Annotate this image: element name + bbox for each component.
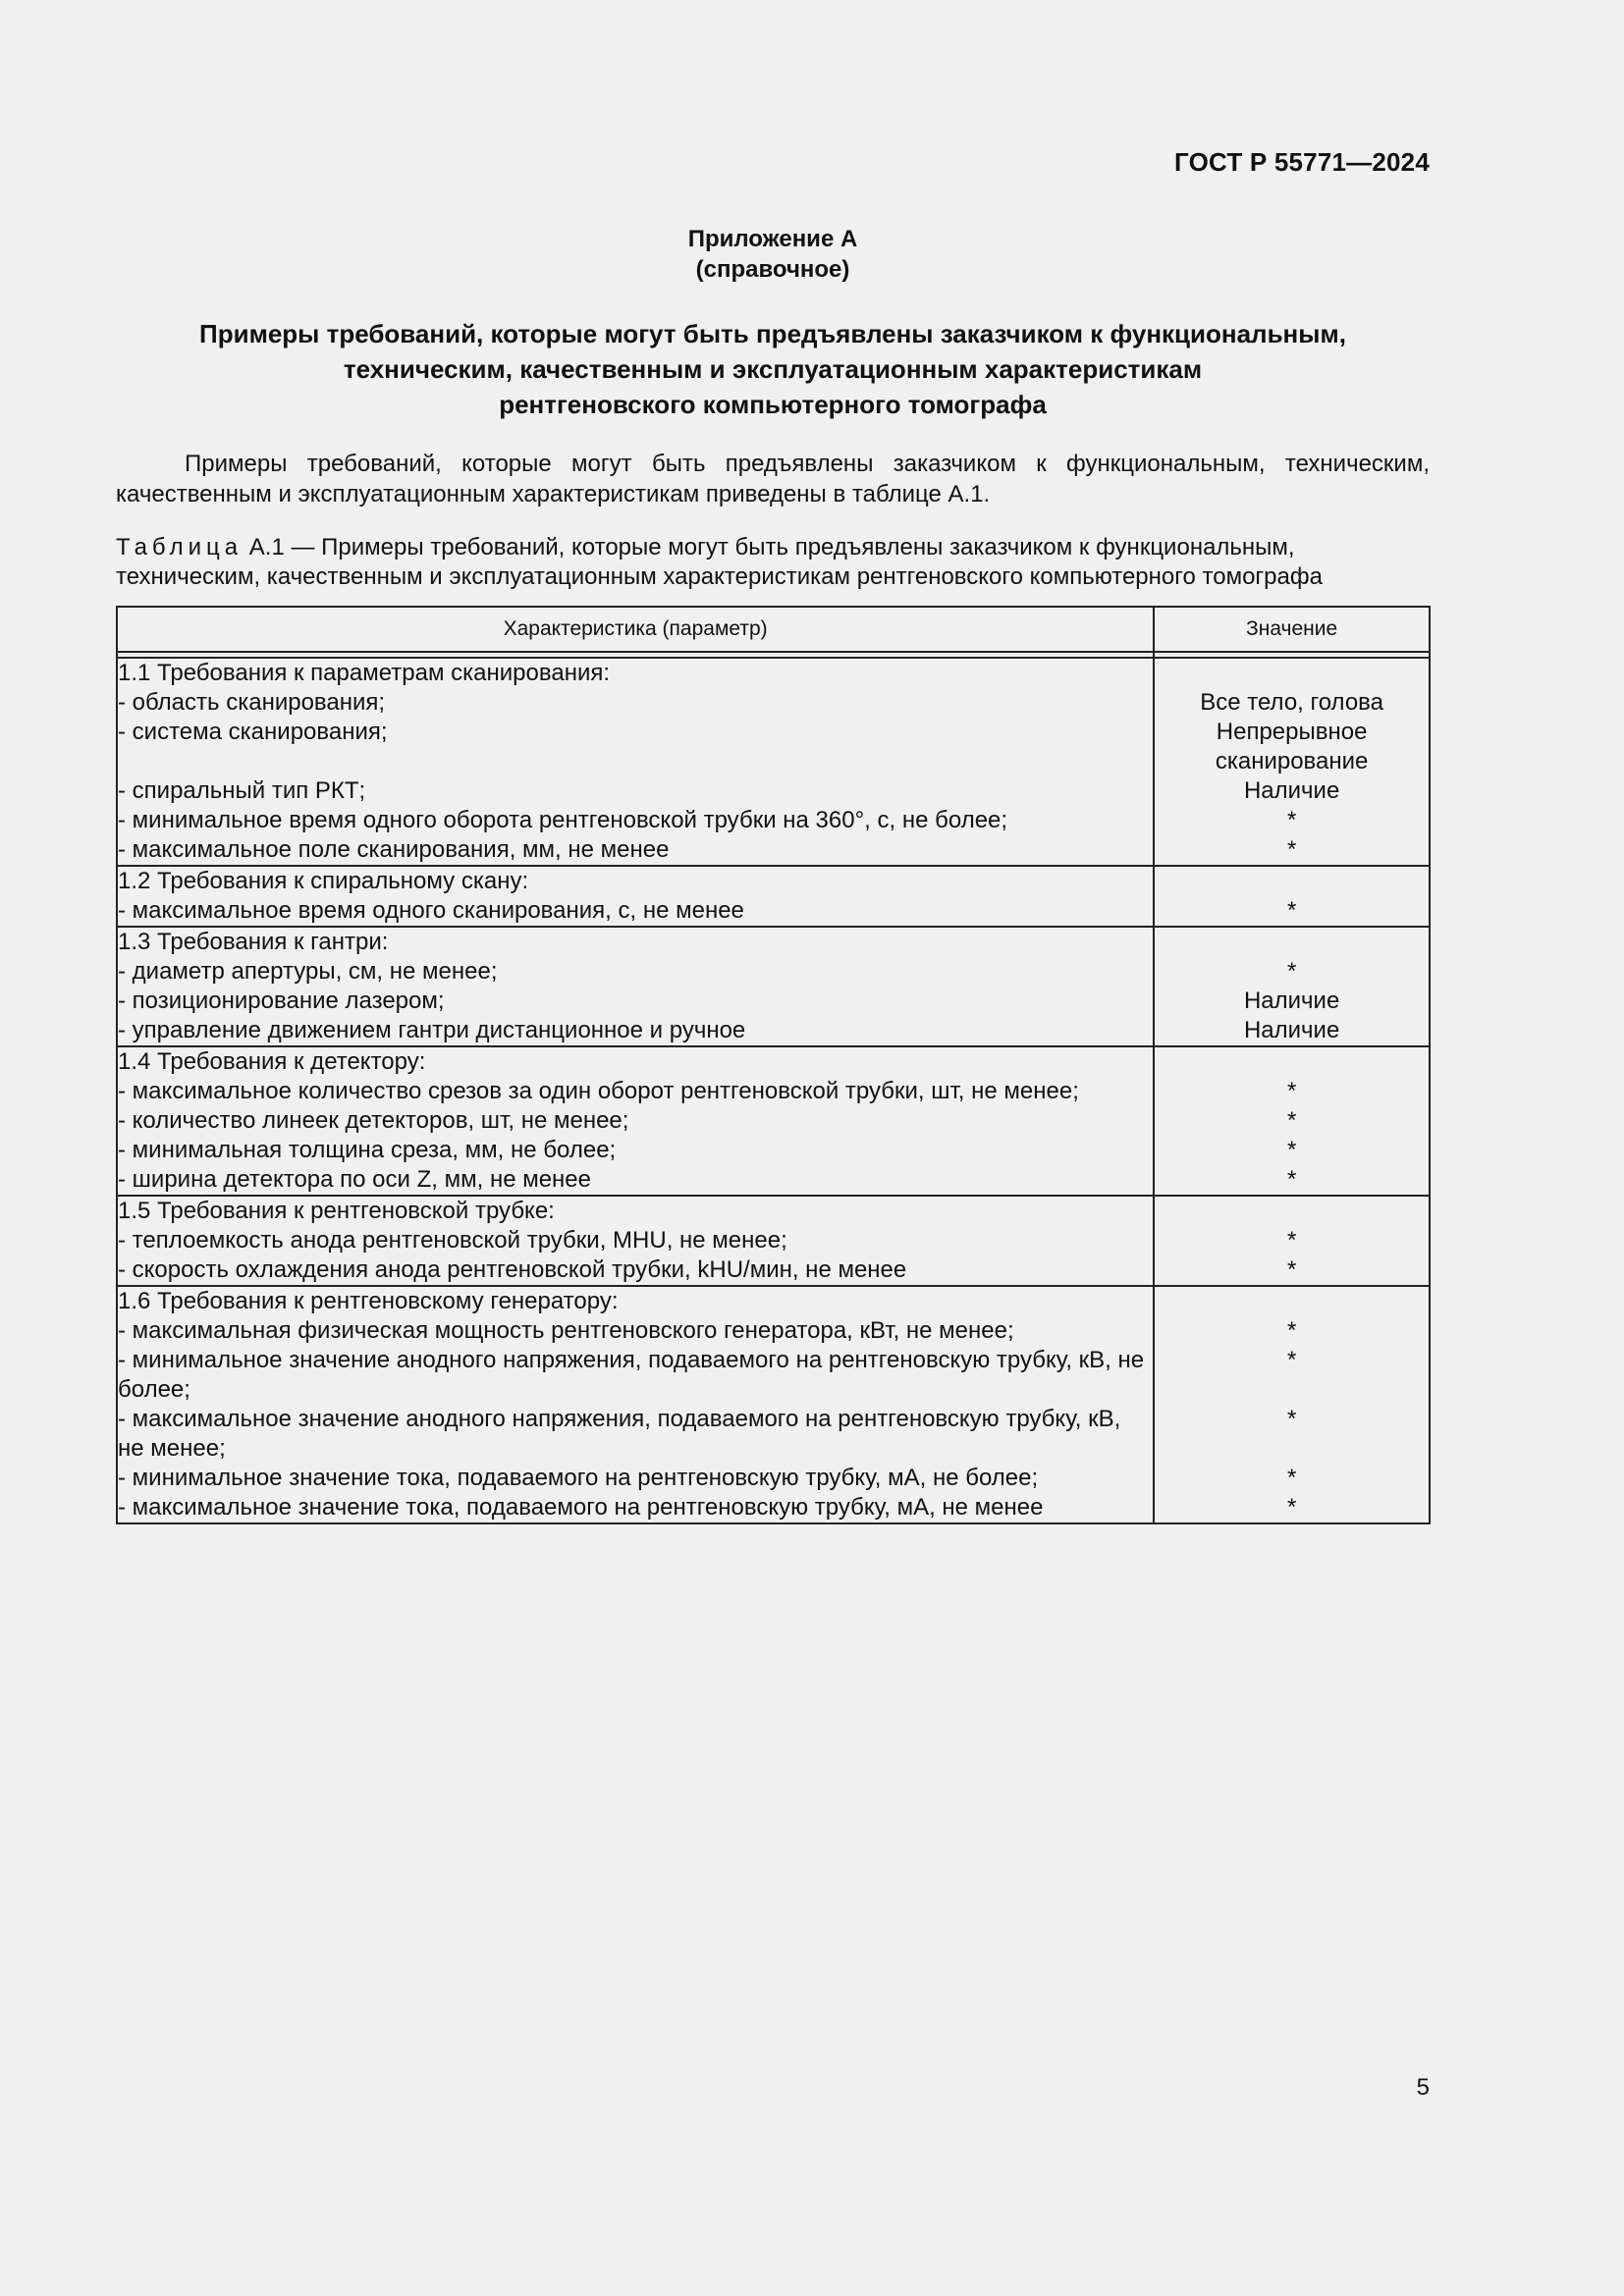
- value-cell: *: [1154, 1077, 1430, 1106]
- value-cell: *: [1154, 1136, 1430, 1165]
- table-row: [117, 896, 1430, 927]
- intro-paragraph: Примеры требований, которые могут быть предъявлены заказчиком к функциональным, техническим, качественным и эксплуатационным характеристикам приведены в таблице А.1.: [116, 451, 1430, 507]
- value-cell: *: [1154, 1226, 1430, 1255]
- caption-label: Таблица: [116, 534, 244, 561]
- parameter-cell: - спиральный тип РКТ;: [117, 776, 1154, 806]
- table-row: [117, 776, 1430, 806]
- table-row: [117, 1077, 1430, 1106]
- table-body: [117, 658, 1430, 1523]
- section-heading-row: [117, 658, 1430, 688]
- table-row: [117, 1464, 1430, 1493]
- value-cell: *: [1154, 896, 1430, 927]
- value-cell: *: [1154, 1493, 1430, 1523]
- title-line: рентгеновского компьютерного томографа: [499, 390, 1047, 419]
- table-row: [117, 1106, 1430, 1136]
- parameter-cell: - система сканирования;: [117, 718, 1154, 776]
- column-header-parameter: Характеристика (параметр): [117, 607, 1154, 652]
- value-cell: *: [1154, 1165, 1430, 1196]
- table-row: [117, 957, 1430, 987]
- section-heading-row: [117, 1046, 1430, 1077]
- section-heading: 1.1 Требования к параметрам сканирования:: [117, 658, 1154, 688]
- table-row: [117, 688, 1430, 718]
- value-cell: Наличие: [1154, 1016, 1430, 1046]
- parameter-cell: - минимальное время одного оборота рентгеновской трубки на 360°, с, не более;: [117, 806, 1154, 835]
- parameter-cell: - теплоемкость анода рентгеновской трубки, МНU, не менее;: [117, 1226, 1154, 1255]
- value-cell: *: [1154, 835, 1430, 866]
- parameter-cell: - максимальное время одного сканирования, с, не менее: [117, 896, 1154, 927]
- section-heading: 1.6 Требования к рентгеновскому генератору:: [117, 1286, 1154, 1316]
- table-row: [117, 1405, 1430, 1464]
- table-row: [117, 1346, 1430, 1405]
- value-cell: *: [1154, 1405, 1430, 1464]
- column-header-value: Значение: [1154, 607, 1430, 652]
- table-header-row: [117, 607, 1430, 652]
- parameter-cell: - управление движением гантри дистанционное и ручное: [117, 1016, 1154, 1046]
- table-row: [117, 1316, 1430, 1346]
- parameter-cell: - минимальное значение тока, подаваемого на рентгеновскую трубку, мА, не более;: [117, 1464, 1154, 1493]
- parameter-cell: - максимальное значение анодного напряжения, подаваемого на рентгеновскую трубку, кВ, не менее;: [117, 1405, 1154, 1464]
- parameter-cell: - область сканирования;: [117, 688, 1154, 718]
- table-row: [117, 835, 1430, 866]
- table-row: [117, 718, 1430, 776]
- value-cell: Наличие: [1154, 776, 1430, 806]
- parameter-cell: - скорость охлаждения анода рентгеновской трубки, kHU/мин, не менее: [117, 1255, 1154, 1286]
- appendix-title: Приложение А: [687, 226, 858, 252]
- table-row: [117, 806, 1430, 835]
- parameter-cell: - максимальное поле сканирования, мм, не менее: [117, 835, 1154, 866]
- section-heading-value: [1154, 1196, 1430, 1226]
- section-heading-value: [1154, 658, 1430, 688]
- parameter-cell: - количество линеек детекторов, шт, не менее;: [117, 1106, 1154, 1136]
- document-number: ГОСТ Р 55771—2024: [1174, 147, 1430, 177]
- value-cell: *: [1154, 1255, 1430, 1286]
- value-cell: *: [1154, 957, 1430, 987]
- value-cell: Непрерывное сканирование: [1154, 718, 1430, 776]
- parameter-cell: - минимальная толщина среза, мм, не более;: [117, 1136, 1154, 1165]
- table-row: [117, 1255, 1430, 1286]
- appendix-type: (справочное): [695, 256, 850, 283]
- value-cell: *: [1154, 1346, 1430, 1405]
- parameter-cell: - диаметр апертуры, см, не менее;: [117, 957, 1154, 987]
- title-line: Примеры требований, которые могут быть предъявлены заказчиком к функциональным,: [199, 319, 1346, 348]
- section-heading-value: [1154, 866, 1430, 896]
- section-heading: 1.2 Требования к спиральному скану:: [117, 866, 1154, 896]
- value-cell: Наличие: [1154, 987, 1430, 1016]
- section-heading-row: [117, 866, 1430, 896]
- parameter-cell: - минимальное значение анодного напряжения, подаваемого на рентгеновскую трубку, кВ, не более;: [117, 1346, 1154, 1405]
- section-title: [0, 316, 1545, 422]
- section-heading-row: [117, 927, 1430, 957]
- page-number: 5: [1416, 2074, 1430, 2101]
- table-row: [117, 1493, 1430, 1523]
- section-heading-row: [117, 1196, 1430, 1226]
- value-cell: *: [1154, 1464, 1430, 1493]
- table-row: [117, 987, 1430, 1016]
- table-row: [117, 1226, 1430, 1255]
- parameter-cell: - максимальная физическая мощность рентгеновского генератора, кВт, не менее;: [117, 1316, 1154, 1346]
- table-caption: [116, 533, 1430, 592]
- section-heading: 1.5 Требования к рентгеновской трубке:: [117, 1196, 1154, 1226]
- section-heading-row: [117, 1286, 1430, 1316]
- parameter-cell: - позиционирование лазером;: [117, 987, 1154, 1016]
- parameter-cell: - максимальное значение тока, подаваемого на рентгеновскую трубку, мА, не менее: [117, 1493, 1154, 1523]
- parameter-cell: - ширина детектора по оси Z, мм, не менее: [117, 1165, 1154, 1196]
- value-cell: *: [1154, 1316, 1430, 1346]
- value-cell: *: [1154, 1106, 1430, 1136]
- table-row: [117, 1016, 1430, 1046]
- caption-text: А.1 — Примеры требований, которые могут быть предъявлены заказчиком к функциональным, техническим, качественным и эксплуатационным характеристикам рентгеновского компьютерного томографа: [116, 534, 1323, 590]
- value-cell: *: [1154, 806, 1430, 835]
- section-heading-value: [1154, 927, 1430, 957]
- section-heading: 1.3 Требования к гантри:: [117, 927, 1154, 957]
- requirements-table: [116, 606, 1431, 1524]
- title-line: техническим, качественным и эксплуатационным характеристикам: [343, 354, 1203, 384]
- section-heading: 1.4 Требования к детектору:: [117, 1046, 1154, 1077]
- table-row: [117, 1165, 1430, 1196]
- table-row: [117, 1136, 1430, 1165]
- value-cell: Все тело, голова: [1154, 688, 1430, 718]
- section-heading-value: [1154, 1046, 1430, 1077]
- appendix-heading: [0, 224, 1545, 285]
- parameter-cell: - максимальное количество срезов за один оборот рентгеновской трубки, шт, не менее;: [117, 1077, 1154, 1106]
- section-heading-value: [1154, 1286, 1430, 1316]
